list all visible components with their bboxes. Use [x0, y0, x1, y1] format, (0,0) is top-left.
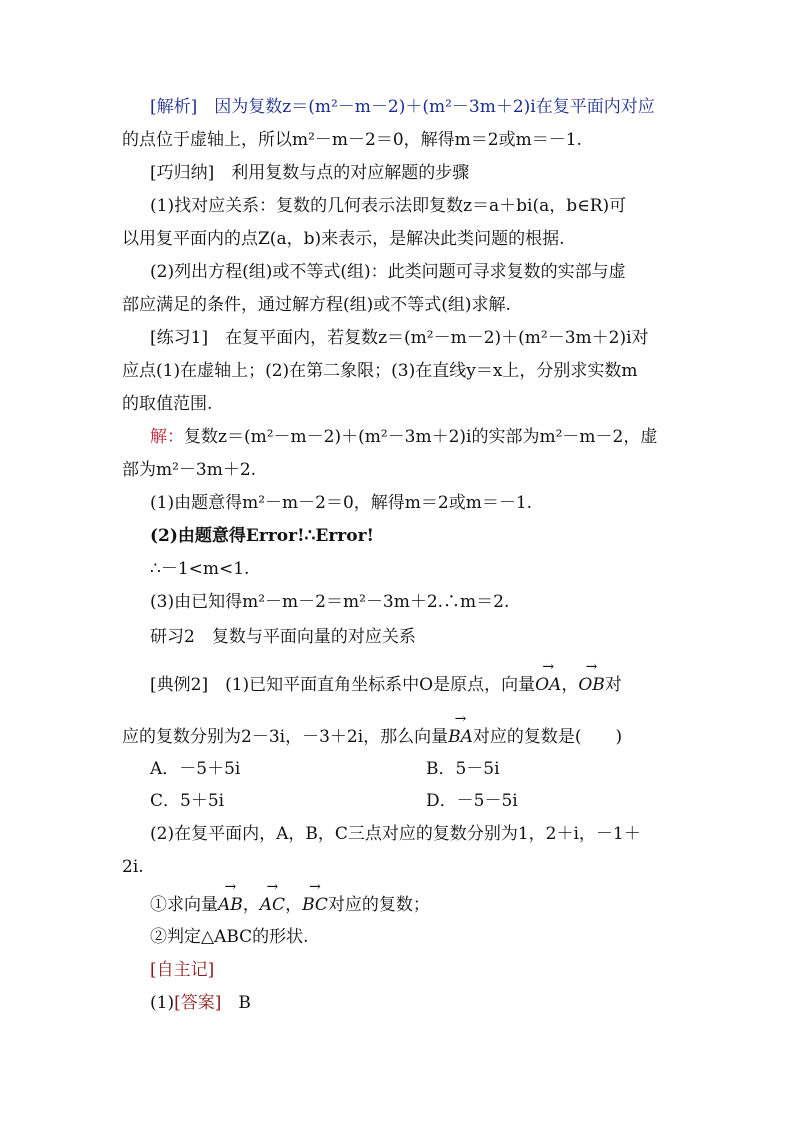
- option-b: B．5－5i: [426, 759, 500, 779]
- answer-line: [150, 992, 251, 1014]
- solution-part-1: (1)由题意得m²－m－2＝0，解得m＝2或m＝－1.: [150, 493, 533, 513]
- vector-ob: → OB: [578, 668, 604, 696]
- solution-part-2: (2)由题意得Error!∴Error!: [150, 526, 374, 546]
- vector-oa: → OA: [535, 668, 561, 696]
- question-1-text-a: ①求向量: [150, 895, 218, 915]
- solution-line-1: [150, 426, 657, 448]
- example-2-text-d: 对应的复数是( ): [472, 727, 623, 747]
- analysis-line-2: 的点位于虚轴上，所以m²－m－2＝0，解得m＝2或m＝－1.: [122, 130, 582, 150]
- section-heading: 研习2 复数与平面向量的对应关系: [150, 627, 416, 647]
- question-2: ②判定△ABC的形状.: [150, 927, 309, 947]
- solution-line-2: 部为m²－3m＋2.: [122, 460, 257, 480]
- example-2-text-a: [典例2] (1)已知平面直角坐标系中O是原点，向量: [150, 675, 536, 695]
- solution-part-2-result: ∴－1<m<1.: [150, 559, 250, 579]
- separator: ，: [242, 895, 260, 915]
- solution-text: 复数z＝(m²－m－2)＋(m²－3m＋2)i的实部为m²－m－2，虚: [184, 427, 658, 447]
- exercise-1-line-1: [练习1] 在复平面内，若复数z＝(m²－m－2)＋(m²－3m＋2)i对: [150, 328, 649, 348]
- analysis-line-1: [解析] 因为复数z＝(m²－m－2)＋(m²－3m＋2)i在复平面内对应: [150, 97, 655, 117]
- summary-step-1-line-1: (1)找对应关系：复数的几何表示法即复数z＝a＋bi(a，b∈R)可: [150, 196, 627, 216]
- solution-label: 解：: [150, 427, 184, 447]
- question-1: [150, 888, 430, 916]
- option-c: C．5＋5i: [150, 791, 225, 811]
- answer-value: B: [221, 993, 251, 1013]
- summary-heading: [巧归纳] 利用复数与点的对应解题的步骤: [150, 163, 470, 183]
- option-a: A．－5＋5i: [150, 759, 241, 779]
- example-2-line-2: [122, 720, 622, 748]
- vector-ac: → AC: [260, 888, 285, 916]
- example-2-line-1: [150, 668, 622, 696]
- example-2-part-2-line-2: 2i.: [122, 857, 144, 877]
- option-d: D．－5－5i: [426, 791, 518, 811]
- vector-bc: → BC: [302, 888, 328, 916]
- example-2-text-b: 对: [604, 675, 622, 695]
- solution-part-3: (3)由已知得m²－m－2＝m²－3m＋2.∴m＝2.: [150, 592, 510, 612]
- separator: ，: [561, 675, 579, 695]
- summary-step-2-line-2: 部应满足的条件，通过解方程(组)或不等式(组)求解.: [122, 295, 511, 315]
- example-2-part-2-line-1: (2)在复平面内，A，B，C三点对应的复数分别为1，2＋i，－1＋: [150, 824, 641, 844]
- self-notes-heading: [自主记]: [150, 960, 215, 980]
- separator: ，: [285, 895, 303, 915]
- vector-ab: → AB: [218, 888, 243, 916]
- question-1-text-b: 对应的复数；: [327, 895, 430, 915]
- exercise-1-line-3: 的取值范围.: [122, 394, 213, 414]
- summary-step-2-line-1: (2)列出方程(组)或不等式(组)：此类问题可寻求复数的实部与虚: [150, 262, 626, 282]
- answer-part-number: (1): [150, 993, 175, 1013]
- vector-ba: → BA: [448, 720, 473, 748]
- answer-label: [答案]: [174, 993, 222, 1013]
- example-2-text-c: 应的复数分别为2－3i，－3＋2i，那么向量: [122, 727, 449, 747]
- exercise-1-line-2: 应点(1)在虚轴上；(2)在第二象限；(3)在直线y＝x上，分别求实数m: [122, 361, 638, 381]
- summary-step-1-line-2: 以用复平面内的点Z(a，b)来表示，是解决此类问题的根据.: [122, 229, 565, 249]
